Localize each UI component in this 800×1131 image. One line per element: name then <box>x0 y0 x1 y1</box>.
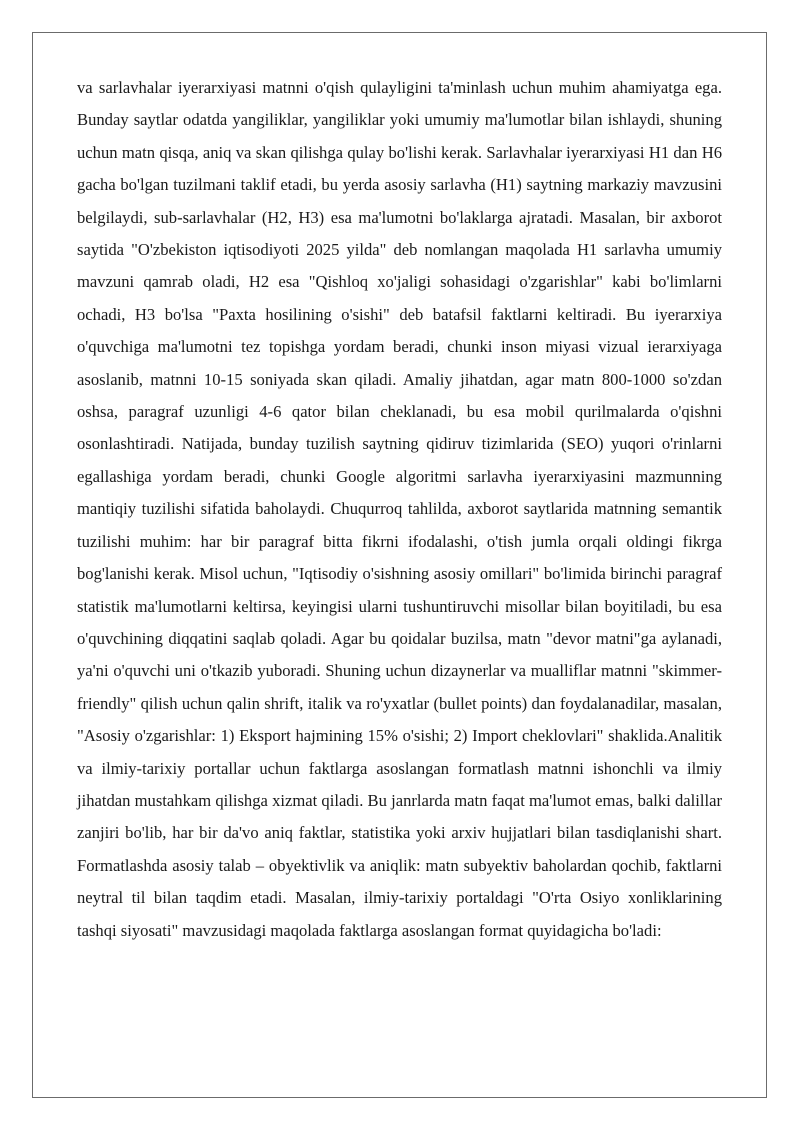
body-paragraph: va sarlavhalar iyerarxiyasi matnni o'qish qulayligini ta'minlash uchun muhim ahamiyatga ega. Bunday saytlar odatda yangiliklar, yangiliklar yoki umumiy ma'lumotlar bilan ishlaydi, shuning uchun matn qisqa, aniq va skan qilishga qulay bo'lishi kerak. Sarlavhalar iyerarxiyasi H1 dan H6 gacha bo'lgan tuzilmani taklif etadi, bu yerda asosiy sarlavha (H1) saytning markaziy mavzusini belgilaydi, sub-sarlavhalar (H2, H3) esa ma'lumotni bo'laklarga ajratadi. Masalan, bir axborot saytida "O'zbekiston iqtisodiyoti 2025 yilda" deb nomlangan maqolada H1 sarlavha umumiy mavzuni qamrab oladi, H2 esa "Qishloq xo'jaligi sohasidagi o'zgarishlar" kabi bo'limlarni ochadi, H3 bo'lsa "Paxta hosilining o'sishi" deb batafsil faktlarni keltiradi. Bu iyerarxiya o'quvchiga ma'lumotni tez topishga yordam beradi, chunki inson miyasi vizual ierarxiyaga asoslanib, matnni 10-15 soniyada skan qiladi. Amaliy jihatdan, agar matn 800-1000 so'zdan oshsa, paragraf uzunligi 4-6 qator bilan cheklanadi, bu esa mobil qurilmalarda o'qishni osonlashtiradi. Natijada, bunday tuzilish saytning qidiruv tizimlarida (SEO) yuqori o'rinlarni egallashiga yordam beradi, chunki Google algoritmi sarlavha iyerarxiyasini mazmunning mantiqiy tuzilishi sifatida baholaydi. Chuqurroq tahlilda, axborot saytlarida matnning semantik tuzilishi muhim: har bir paragraf bitta fikrni ifodalashi, o'tish jumla orqali oldingi fikrga bog'lanishi kerak. Misol uchun, "Iqtisodiy o'sishning asosiy omillari" bo'limida birinchi paragraf statistik ma'lumotlarni keltirsa, keyingisi ularni tushuntiruvchi misollar bilan boyitiladi, bu esa o'quvchining diqqatini saqlab qoladi. Agar bu qoidalar buzilsa, matn "devor matni"ga aylanadi, ya'ni o'quvchi uni o'tkazib yuboradi. Shuning uchun dizaynerlar va mualliflar matnni "skimmer-friendly" qilish uchun qalin shrift, italik va ro'yxatlar (bullet points) dan foydalanadilar, masalan, "Asosiy o'zgarishlar: 1) Eksport hajmining 15% o'sishi; 2) Import cheklovlari" shaklida.Analitik va ilmiy-tarixiy portallar uchun faktlarga asoslangan formatlash matnni ishonchli va ilmiy jihatdan mustahkam qilishga xizmat qiladi. Bu janrlarda matn faqat ma'lumot emas, balki dalillar zanjiri bo'lib, har bir da'vo aniq faktlar, statistika yoki arxiv hujjatlari bilan tasdiqlanishi shart. Formatlashda asosiy talab – obyektivlik va aniqlik: matn subyektiv baholardan qochib, faktlarni neytral til bilan taqdim etadi. Masalan, ilmiy-tarixiy portaldagi "O'rta Osiyo xonliklarining tashqi siyosati" mavzusidagi maqolada faktlarga asoslangan format quyidagicha bo'ladi: <box>77 78 722 940</box>
